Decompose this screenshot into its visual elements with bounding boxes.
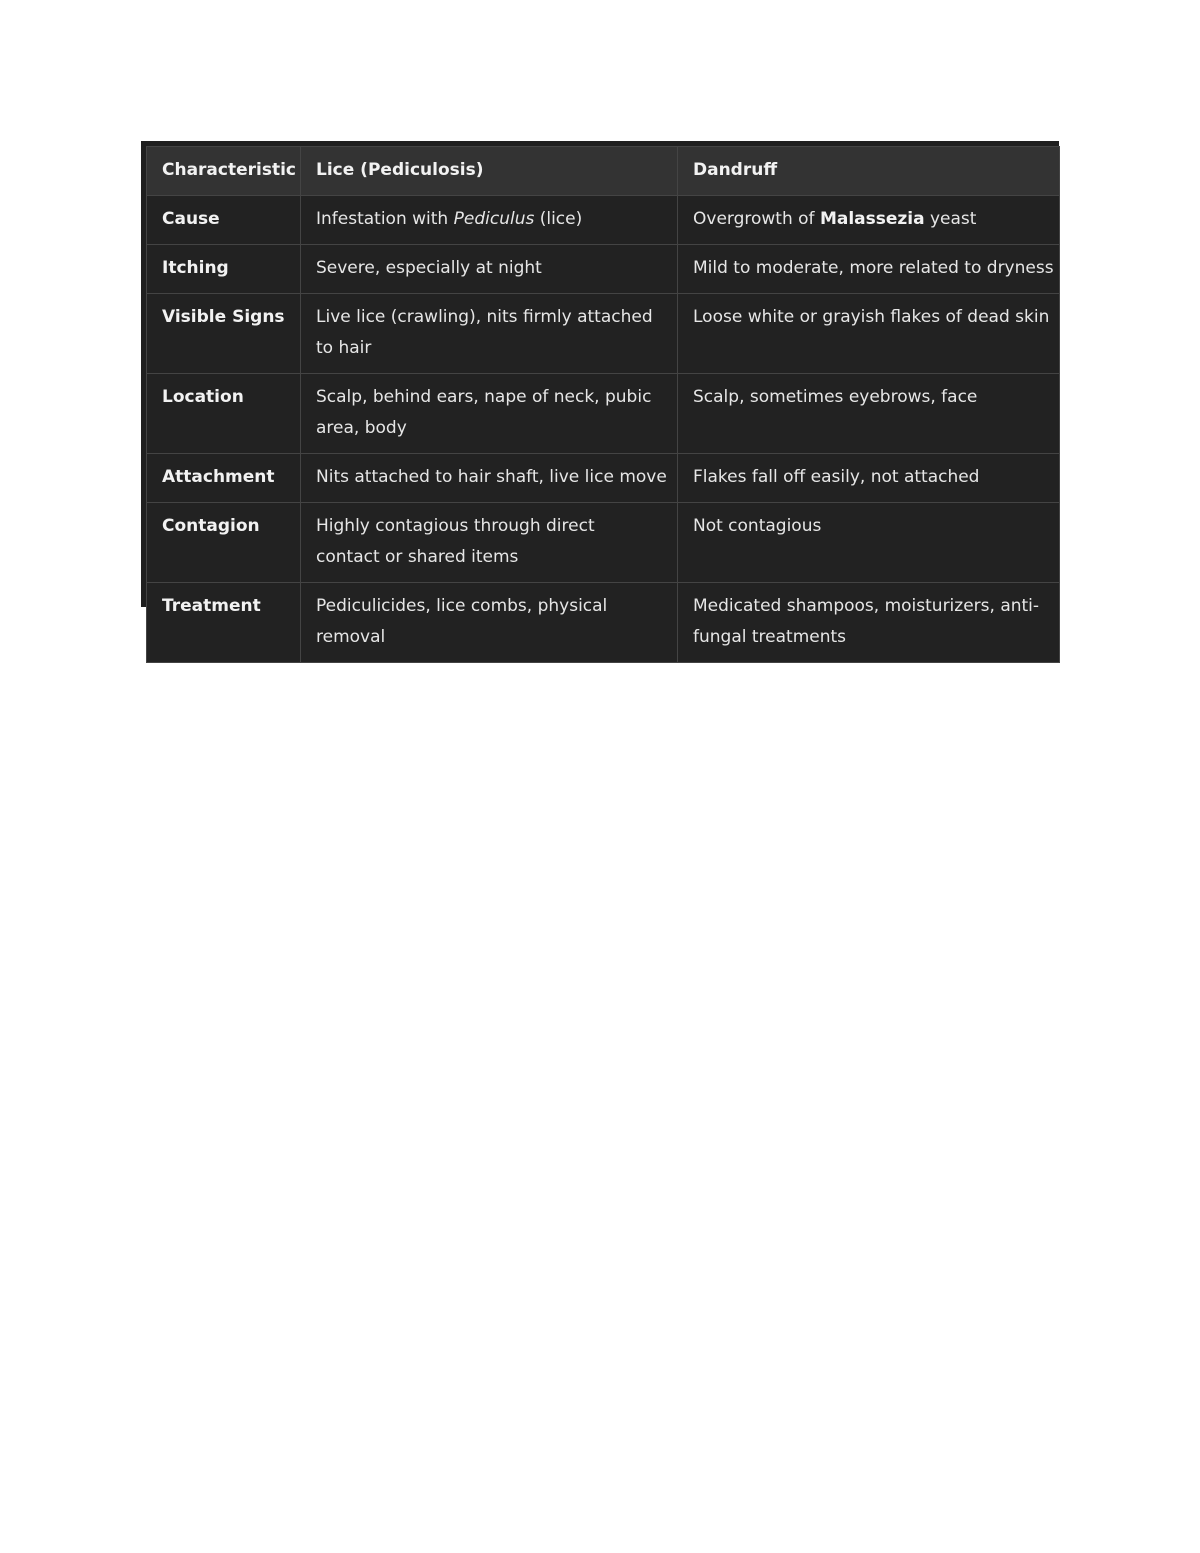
dandruff-cell — [678, 245, 1060, 294]
cell-text: Mild to moderate, more related to dryness — [693, 258, 1054, 278]
cell-text: (lice) — [534, 209, 583, 229]
dandruff-cell: Medicated shampoos, moisturizers, anti-fungal treatments — [678, 583, 1060, 663]
table-row — [147, 503, 1060, 583]
header-dandruff: Dandruff — [678, 147, 1060, 196]
lice-cell: Pediculicides, lice combs, physical removal — [301, 583, 678, 663]
row-label: Attachment — [147, 454, 301, 503]
table-row — [147, 245, 1060, 294]
cell-text: yeast — [924, 209, 977, 229]
cell-text-bold: Malassezia — [819, 209, 925, 229]
header-lice: Lice (Pediculosis) — [301, 147, 678, 196]
header-characteristic: Characteristic — [147, 147, 301, 196]
dandruff-cell: Flakes fall off easily, not attached — [678, 454, 1060, 503]
lice-cell — [301, 196, 678, 245]
table-row — [147, 374, 1060, 454]
table-row — [147, 196, 1060, 245]
lice-vs-dandruff-table — [146, 146, 1060, 663]
lice-cell: Scalp, behind ears, nape of neck, pubic area, body — [301, 374, 678, 454]
row-label: Contagion — [147, 503, 301, 583]
cell-text: Infestation with — [316, 209, 454, 229]
dandruff-cell: Scalp, sometimes eyebrows, face — [678, 374, 1060, 454]
lice-cell — [301, 454, 678, 503]
cell-text: Nits attached to hair shaft, live lice move — [316, 467, 667, 487]
comparison-table-frame — [141, 141, 1059, 647]
row-label: Cause — [147, 196, 301, 245]
dandruff-cell: Not contagious — [678, 503, 1060, 583]
cell-text: Loose white or grayish flakes of dead skin — [693, 307, 1050, 327]
table-row — [147, 294, 1060, 374]
row-label: Treatment — [147, 583, 301, 663]
row-label: Visible Signs — [147, 294, 301, 374]
dandruff-cell — [678, 294, 1060, 374]
lice-cell: Highly contagious through direct contact or shared items — [301, 503, 678, 583]
table-row — [147, 454, 1060, 503]
cell-text-italic: Pediculus — [453, 209, 535, 229]
table-row — [147, 583, 1060, 663]
row-label: Itching — [147, 245, 301, 294]
dandruff-cell — [678, 196, 1060, 245]
cell-text: Overgrowth of — [693, 209, 820, 229]
row-label: Location — [147, 374, 301, 454]
table-header-row — [147, 147, 1060, 196]
lice-cell: Live lice (crawling), nits firmly attached to hair — [301, 294, 678, 374]
lice-cell: Severe, especially at night — [301, 245, 678, 294]
